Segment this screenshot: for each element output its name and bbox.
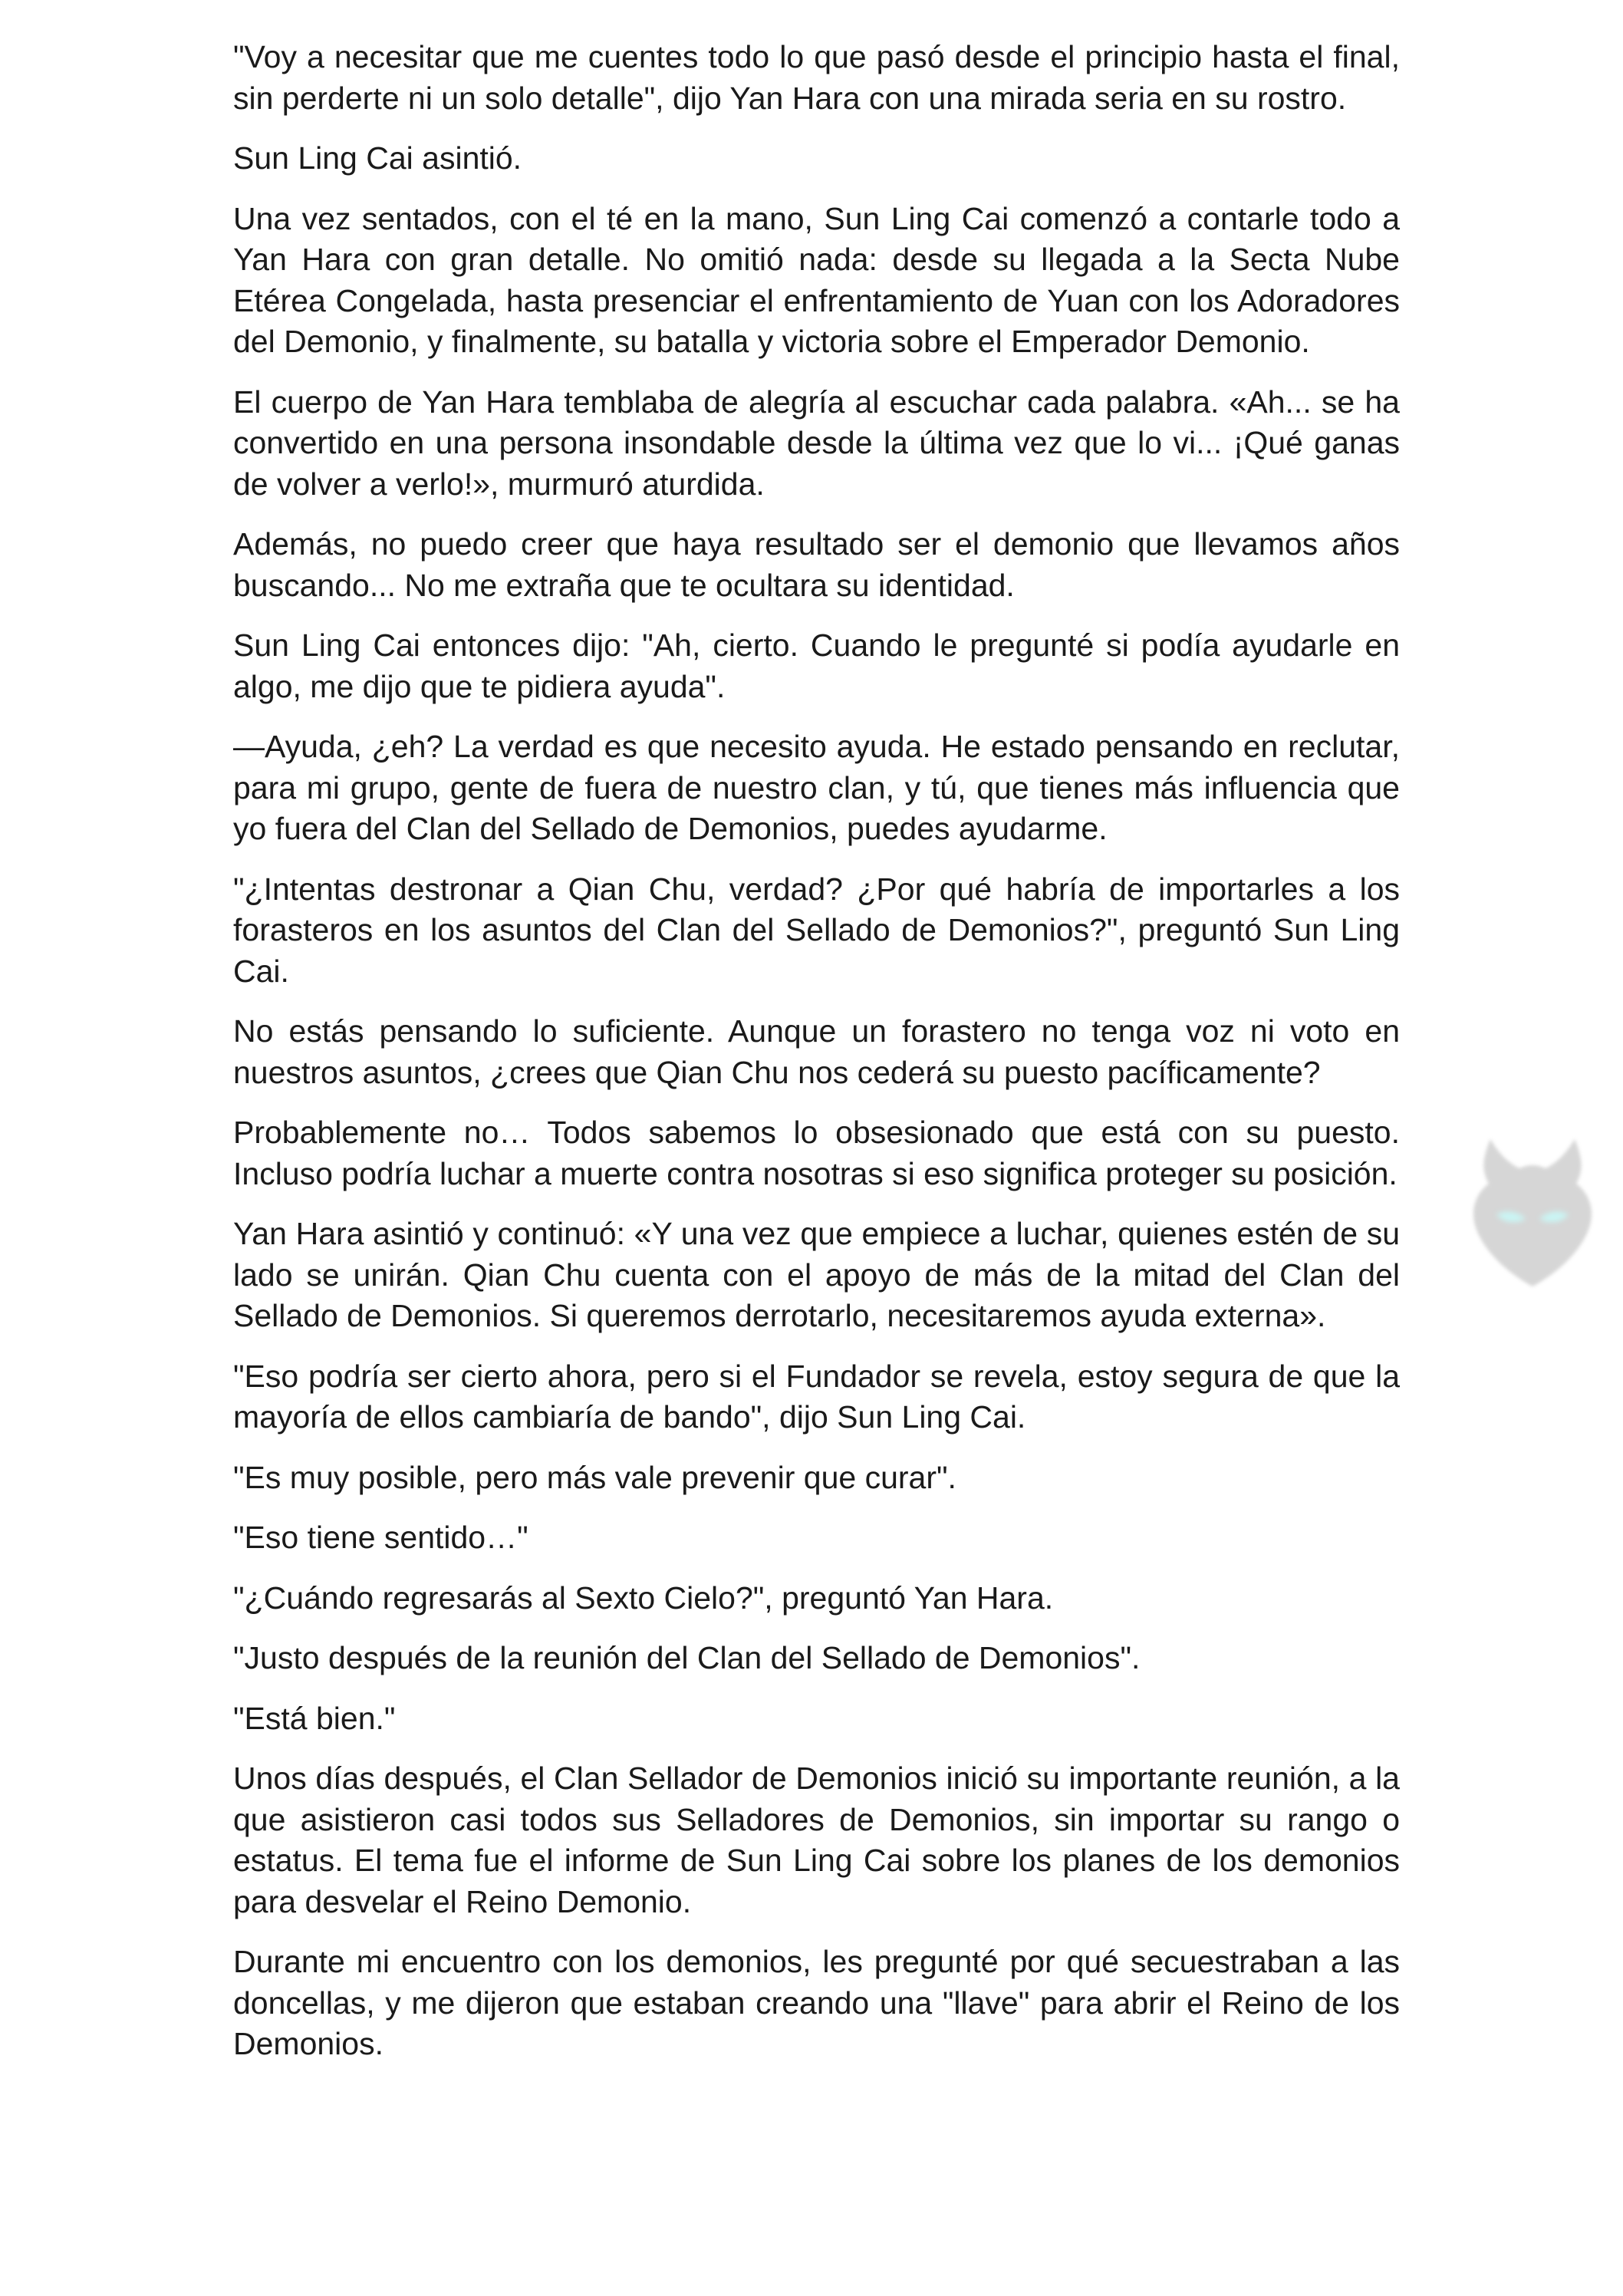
- paragraph-19: Durante mi encuentro con los demonios, les pregunté por qué secuestraban a las doncellas, y me dijeron que estaban creando una "llave" para abrir el Reino de los Demonios.: [233, 1944, 1400, 2061]
- paragraph-16: "Justo después de la reunión del Clan del Sellado de Demonios".: [233, 1640, 1141, 1675]
- paragraph-12: "Eso podría ser cierto ahora, pero si el Fundador se revela, estoy segura de que la mayoría de ellos cambiaría de bando", dijo Sun Ling Cai.: [233, 1358, 1400, 1435]
- demon-head-icon: [1460, 1124, 1605, 1300]
- paragraph-15: "¿Cuándo regresarás al Sexto Cielo?", preguntó Yan Hara.: [233, 1580, 1054, 1616]
- paragraph-6: Sun Ling Cai entonces dijo: "Ah, cierto. Cuando le pregunté si podía ayudarle en algo, me dijo que te pidiera ayuda".: [233, 628, 1400, 704]
- paragraph-10: Probablemente no… Todos sabemos lo obsesionado que está con su puesto. Incluso podría luchar a muerte contra nosotras si eso significa proteger su posición.: [233, 1115, 1400, 1191]
- paragraph-4: El cuerpo de Yan Hara temblaba de alegría al escuchar cada palabra. «Ah... se ha convertido en una persona insondable desde la última vez que lo vi... ¡Qué ganas de volver a verlo!», murmuró aturdida.: [233, 384, 1400, 502]
- paragraph-8: "¿Intentas destronar a Qian Chu, verdad? ¿Por qué habría de importarles a los forasteros en los asuntos del Clan del Sellado de Demonios?", preguntó Sun Ling Cai.: [233, 871, 1400, 989]
- paragraph-18: Unos días después, el Clan Sellador de Demonios inició su importante reunión, a la que asistieron casi todos sus Selladores de Demonios, sin importar su rango o estatus. El tema fue el informe de Sun Ling Cai sobre los planes de los demonios para desvelar el Reino Demonio.: [233, 1761, 1400, 1919]
- paragraph-9: No estás pensando lo suficiente. Aunque un forastero no tenga voz ni voto en nuestros asuntos, ¿crees que Qian Chu nos cederá su puesto pacíficamente?: [233, 1013, 1400, 1090]
- paragraph-5: Además, no puedo creer que haya resultado ser el demonio que llevamos años buscando... No me extraña que te ocultara su identidad.: [233, 526, 1400, 603]
- paragraph-1: "Voy a necesitar que me cuentes todo lo que pasó desde el principio hasta el final, sin perderte ni un solo detalle", dijo Yan Hara con una mirada seria en su rostro.: [233, 39, 1400, 116]
- document-page: [233, 37, 1400, 2065]
- paragraph-7: —Ayuda, ¿eh? La verdad es que necesito ayuda. He estado pensando en reclutar, para mi grupo, gente de fuera de nuestro clan, y tú, que tienes más influencia que yo fuera del Clan del Sellado de Demonios, puedes ayudarme.: [233, 729, 1400, 846]
- paragraph-14: "Eso tiene sentido…": [233, 1520, 528, 1555]
- paragraph-13: "Es muy posible, pero más vale prevenir que curar".: [233, 1459, 956, 1495]
- paragraph-2: Sun Ling Cai asintió.: [233, 140, 522, 176]
- paragraph-3: Una vez sentados, con el té en la mano, Sun Ling Cai comenzó a contarle todo a Yan Hara con gran detalle. No omitió nada: desde su llegada a la Secta Nube Etérea Congelada, hasta presenciar el enfrentamiento de Yuan con los Adoradores del Demonio, y finalmente, su batalla y victoria sobre el Emperador Demonio.: [233, 200, 1400, 359]
- paragraph-17: "Está bien.": [233, 1700, 396, 1736]
- paragraph-11: Yan Hara asintió y continuó: «Y una vez que empiece a luchar, quienes estén de su lado se unirán. Qian Chu cuenta con el apoyo de más de la mitad del Clan del Sellado de Demonios. Si queremos derrotarlo, necesitaremos ayuda externa».: [233, 1216, 1400, 1333]
